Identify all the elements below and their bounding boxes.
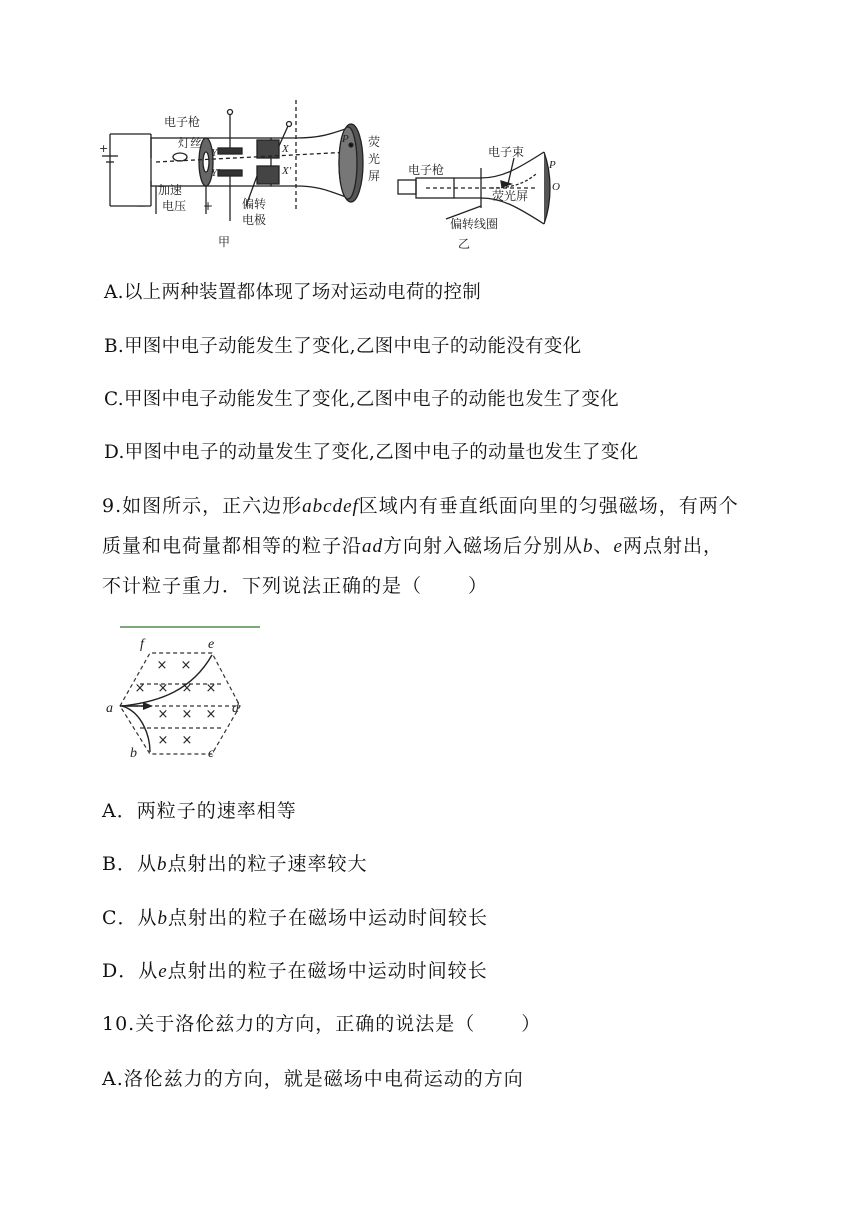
symbol-Y-prime: Y′	[211, 167, 220, 179]
symbol-plus-left: +	[99, 142, 109, 155]
q10-option-a: A.洛伦兹力的方向，就是磁场中电荷运动的方向	[102, 1068, 524, 1090]
field-x: ×	[157, 681, 169, 696]
field-x: ×	[180, 658, 192, 673]
vertex-d: d	[232, 701, 239, 716]
field-x: ×	[134, 681, 146, 696]
q8-option-b: B.甲图中电子动能发生了变化,乙图中电子的动能没有变化	[104, 336, 582, 357]
field-x: ×	[181, 733, 193, 748]
symbol-P: P	[342, 133, 349, 145]
label-electrode: 电极	[242, 213, 267, 227]
figure-hexagon-field	[100, 624, 260, 764]
label-yi-electron-gun: 电子枪	[408, 163, 445, 177]
q8-option-c: C.甲图中电子动能发生了变化,乙图中电子的动能也发生了变化	[104, 389, 619, 410]
label-yi: 乙	[458, 237, 471, 251]
q9-option-c: C．从b点射出的粒子在磁场中运动时间较长	[102, 907, 489, 929]
field-x: ×	[205, 681, 217, 696]
q9-option-b: B．从b点射出的粒子速率较大	[102, 853, 368, 875]
field-x: ×	[156, 658, 168, 673]
label-jia: 甲	[218, 235, 231, 249]
label-deflection-coil: 偏转线圈	[450, 217, 499, 231]
label-electron-beam: 电子束	[488, 145, 525, 159]
label-screen-3: 屏	[368, 169, 381, 183]
symbol-minus: −	[136, 199, 147, 213]
label-accelerate: 加速	[158, 183, 183, 197]
label-filament: 灯丝	[178, 136, 203, 150]
label-screen-1: 荧	[368, 135, 381, 149]
q8-option-a: A.以上两种装置都体现了场对运动电荷的控制	[104, 282, 482, 303]
label-voltage: 电压	[162, 199, 187, 213]
vertex-c: c	[208, 746, 215, 761]
label-screen-2: 光	[368, 152, 381, 166]
q9-stem-line1: 9.如图所示，正六边形abcdef区域内有垂直纸面向里的匀强磁场，有两个	[102, 495, 739, 517]
symbol-X-prime: X′	[282, 165, 292, 177]
vertex-b: b	[130, 746, 137, 761]
vertex-f: f	[140, 637, 144, 652]
q10-stem: 10.关于洛伦兹力的方向，正确的说法是（ ）	[102, 1013, 542, 1035]
label-electron-gun: 电子枪	[164, 115, 201, 129]
q9-stem-line2: 质量和电荷量都相等的粒子沿ad方向射入磁场后分别从b、e两点射出，	[102, 535, 723, 557]
field-x: ×	[181, 681, 193, 696]
symbol-X: X	[282, 143, 289, 155]
symbol-Y: Y	[211, 147, 218, 159]
q8-option-d: D.甲图中电子的动量发生了变化,乙图中电子的动量也发生了变化	[104, 442, 639, 463]
figure-crt-devices	[96, 96, 636, 256]
label-deflect: 偏转	[242, 197, 267, 211]
vertex-a: a	[106, 701, 113, 716]
symbol-plus-right: +	[203, 199, 214, 213]
q9-stem-line3: 不计粒子重力．下列说法正确的是（ ）	[102, 575, 489, 597]
label-yi-screen: 荧光屏	[492, 189, 529, 203]
symbol-yi-O: O	[552, 181, 560, 193]
field-x: ×	[157, 707, 169, 722]
field-x: ×	[181, 707, 193, 722]
q9-option-d: D．从e点射出的粒子在磁场中运动时间较长	[102, 960, 488, 982]
field-x: ×	[157, 733, 169, 748]
field-x: ×	[205, 707, 217, 722]
symbol-yi-P: P	[549, 159, 556, 171]
q9-option-a: A．两粒子的速率相等	[102, 800, 297, 822]
vertex-e: e	[208, 637, 215, 652]
